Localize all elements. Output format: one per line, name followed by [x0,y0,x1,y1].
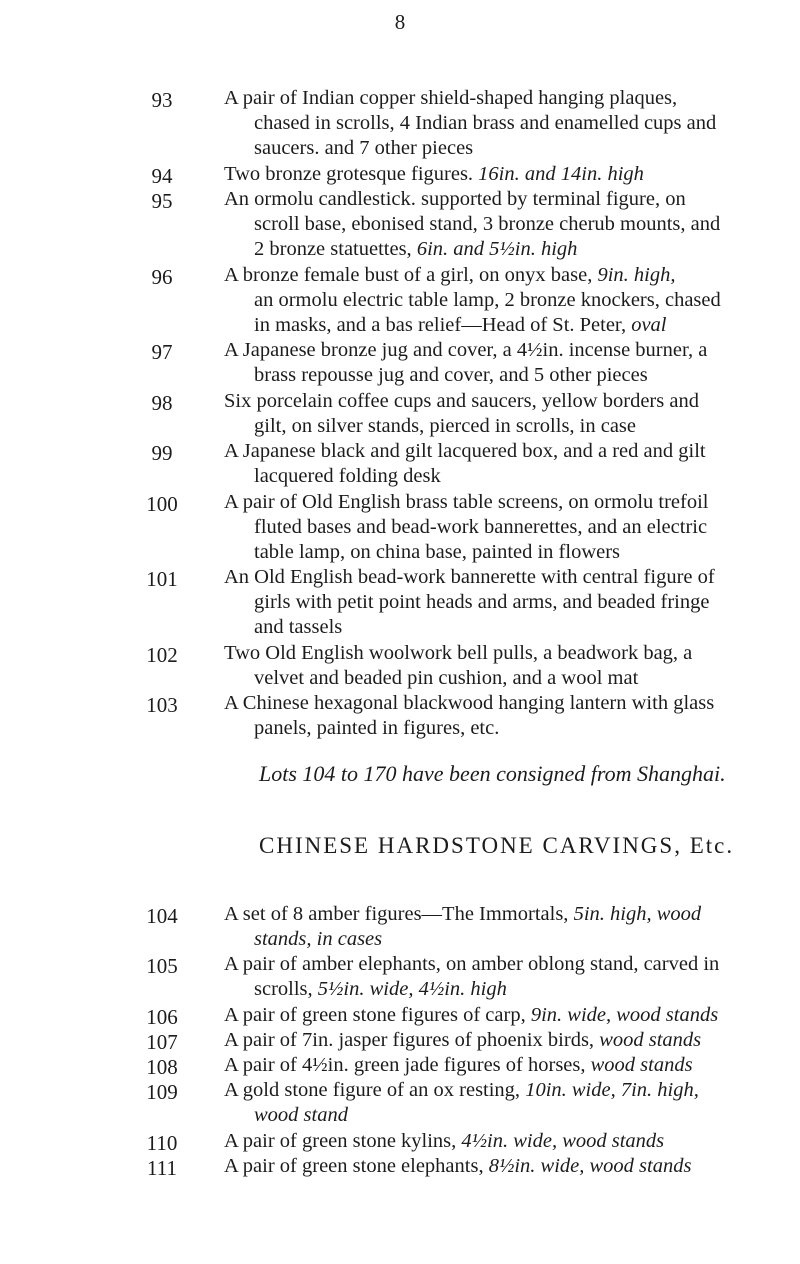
lot-line: velvet and beaded pin cushion, and a wool mat [254,667,639,689]
lot-description [224,1003,800,1028]
lot-description [224,1028,800,1053]
lot-description [224,263,800,338]
lot-dimensions: 6in. and 5½in. high [416,238,578,260]
lot-dimensions: 9in. high, [597,264,676,286]
lot-text: 2 bronze statuettes, [254,238,412,260]
lot-line [224,1078,800,1103]
lot-number: 103 [146,693,178,717]
lot-text: A pair of green stone elephants, [224,1155,484,1177]
lot-text: A bronze female bust of a girl, on onyx base, [224,264,593,286]
lot-line: Two Old English woolwork bell pulls, a beadwork bag, a [224,642,693,664]
lot-description [224,1154,800,1179]
lot-line [224,977,800,1002]
lot-line: An Old English bead-work bannerette with central figure of [224,566,715,588]
lot-description [224,952,800,1002]
page-number: 8 [394,10,406,34]
lot-description [224,86,800,161]
lot-number: 93 [151,88,173,112]
lot-line: panels, painted in figures, etc. [254,717,500,739]
lot-text: in masks, and a bas relief—Head of St. Peter, [254,314,627,336]
lot-description [224,691,800,741]
lot-number: 102 [146,643,178,667]
lot-dimensions: wood stands [590,1054,693,1076]
lot-line: an ormolu electric table lamp, 2 bronze knockers, chased [254,289,721,311]
lot-number: 100 [146,492,178,516]
lot-number: 109 [146,1080,178,1104]
section-heading: CHINESE HARDSTONE CARVINGS, Etc. [259,833,735,858]
lot-number: 106 [146,1005,178,1029]
lot-description [224,902,800,952]
lot-text: scrolls, [254,978,313,1000]
lot-text: A pair of 4½in. green jade figures of horses, [224,1054,586,1076]
lot-dimensions: 10in. wide, 7in. high, [525,1079,699,1101]
lot-line [224,263,800,288]
lot-line: A pair of Indian copper shield-shaped hanging plaques, [224,87,678,109]
lot-description [224,439,800,489]
lot-number: 108 [146,1055,178,1079]
lot-text: A set of 8 amber figures—The Immortals, [224,903,569,925]
lot-line [224,237,800,262]
lot-description [224,1078,800,1128]
lot-line [224,1028,800,1053]
lot-dimensions: 5in. high, wood [573,903,702,925]
lot-number: 105 [146,954,178,978]
lot-line: and tassels [254,616,343,638]
lot-text: Two bronze grotesque figures. [224,163,474,185]
lot-number: 111 [147,1156,177,1180]
lot-dimensions: 5½in. wide, 4½in. high [317,978,507,1000]
lot-text: A gold stone figure of an ox resting, [224,1079,521,1101]
lot-line [224,162,800,187]
lot-description [224,565,800,640]
lot-line: lacquered folding desk [254,465,441,487]
lot-line: An ormolu candlestick. supported by terminal figure, on [224,188,686,210]
lot-line [224,1129,800,1154]
lot-number: 99 [151,441,173,465]
lot-dimensions: 9in. wide, wood stands [530,1004,719,1026]
lot-line [224,1154,800,1179]
lot-line: Six porcelain coffee cups and saucers, yellow borders and [224,390,699,412]
lot-description [224,641,800,691]
lot-line: A Japanese black and gilt lacquered box, and a red and gilt [224,440,706,462]
lot-description [224,338,800,388]
lot-line: A Japanese bronze jug and cover, a 4½in. incense burner, a [224,339,708,361]
lot-text: A pair of 7in. jasper figures of phoenix birds, [224,1029,595,1051]
lot-description [224,389,800,439]
lot-text: A pair of green stone figures of carp, [224,1004,526,1026]
lot-line: brass repousse jug and cover, and 5 other pieces [254,364,648,386]
lot-dimensions: 8½in. wide, wood stands [488,1155,692,1177]
lot-dimensions: oval [631,314,667,336]
lot-description [224,1053,800,1078]
lot-description [224,162,800,187]
lot-line [224,1003,800,1028]
lot-line: table lamp, on china base, painted in flowers [254,541,621,563]
lot-line [224,313,800,338]
lot-dimensions: 16in. and 14in. high [478,163,644,185]
lot-number: 97 [151,340,173,364]
lot-number: 107 [146,1030,178,1054]
lot-line [224,902,800,927]
lot-line: A pair of Old English brass table screens, on ormolu trefoil [224,491,709,513]
lot-line: fluted bases and bead-work bannerettes, and an electric [254,516,708,538]
lot-line: girls with petit point heads and arms, and beaded fringe [254,591,710,613]
lot-number: 96 [151,265,173,289]
lot-line: gilt, on silver stands, pierced in scrolls, in case [254,415,637,437]
lot-line [224,1053,800,1078]
lot-number: 104 [146,904,178,928]
consignment-notice: Lots 104 to 170 have been consigned from Shanghai. [259,761,726,786]
lot-dimensions: wood stands [599,1029,702,1051]
lot-line: chased in scrolls, 4 Indian brass and enamelled cups and [254,112,717,134]
lot-number: 95 [151,189,173,213]
lot-description [224,490,800,565]
lot-line: saucers. and 7 other pieces [254,137,474,159]
lot-line: scroll base, ebonised stand, 3 bronze cherub mounts, and [254,213,721,235]
lot-text: A pair of green stone kylins, [224,1130,457,1152]
lot-line: wood stand [254,1104,348,1126]
lot-number: 110 [146,1131,178,1155]
lot-line: A Chinese hexagonal blackwood hanging lantern with glass [224,692,715,714]
lot-number: 94 [151,164,173,188]
lot-dimensions: 4½in. wide, wood stands [461,1130,665,1152]
lot-line: A pair of amber elephants, on amber oblong stand, carved in [224,953,720,975]
lot-description [224,187,800,262]
lot-line: stands, in cases [254,928,383,950]
lot-number: 98 [151,391,173,415]
lot-number: 101 [146,567,178,591]
lot-description [224,1129,800,1154]
